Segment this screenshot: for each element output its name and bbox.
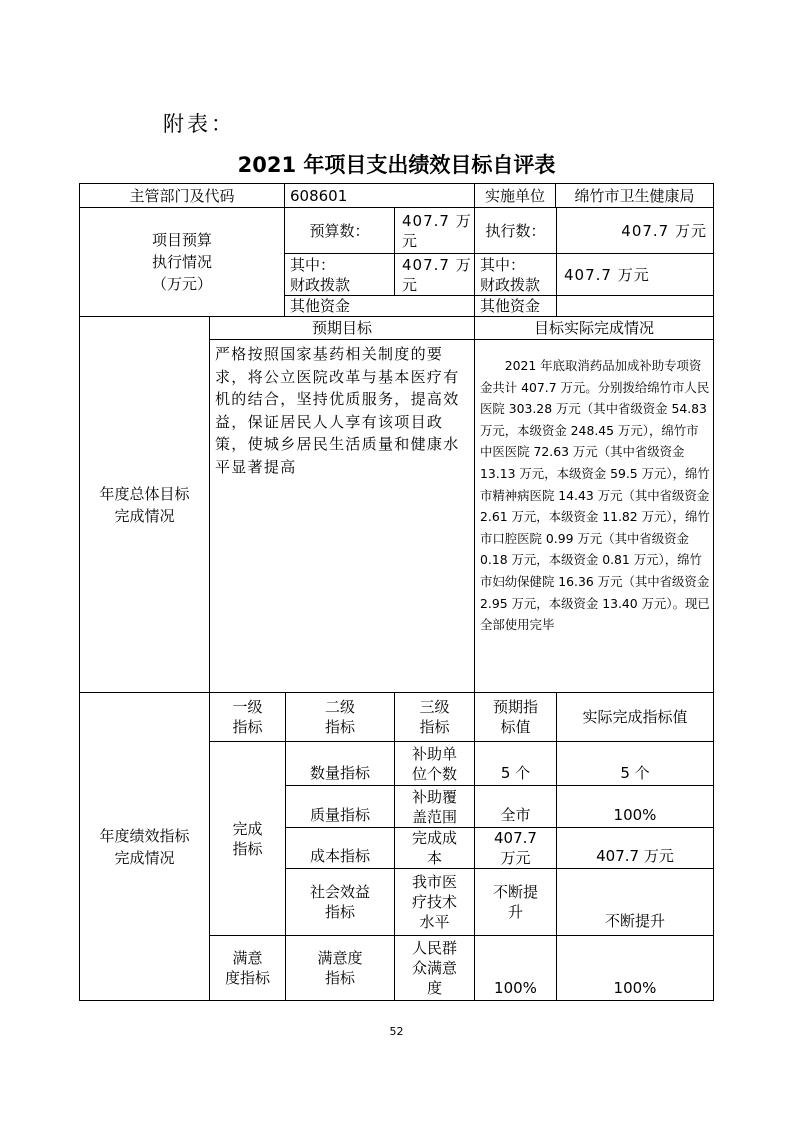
table-row-expected: 不断提 升 (492, 883, 538, 921)
col-actual-header: 实际完成指标值 (582, 708, 688, 726)
other-funds-right: 其他资金 (480, 297, 541, 315)
table-row-actual: 不断提升 (604, 912, 665, 930)
table-row-actual: 5 个 (620, 764, 650, 782)
annual-goal-label: 年度总体目标 完成情况 (99, 484, 190, 525)
fiscal-value-left: 407.7 万元 (402, 255, 472, 294)
table-row-expected: 全市 (500, 806, 531, 824)
table-row-level3: 完成成 本 (411, 829, 457, 867)
table-row-level2: 质量指标 (309, 806, 370, 824)
col-level1-header: 一级 指标 (232, 698, 263, 736)
actual-goal-header: 目标实际完成情况 (533, 319, 654, 337)
other-funds-left: 其他资金 (290, 297, 351, 315)
table-row-level2: 数量指标 (309, 764, 370, 782)
unit-label: 实施单位 (484, 186, 545, 205)
exec-amount-value: 407.7 万元 (621, 221, 707, 240)
fiscal-label-left: 其中： 财政拨款 (290, 255, 351, 294)
unit-value: 绵竹市卫生健康局 (574, 186, 695, 205)
budget-amount-label: 预算数： (309, 221, 370, 240)
budget-section-label: 项目预算 执行情况 （万元） (151, 231, 212, 293)
table-row-actual: 100% (613, 806, 657, 824)
budget-amount-value: 407.7 万元 (402, 211, 472, 250)
satisfaction-indicators-label: 满意 度指标 (224, 949, 270, 987)
col-level3-header: 三级 指标 (419, 698, 450, 736)
satisfaction-row-level3: 人民群 众满意 度 (411, 939, 457, 997)
page-title: 2021 年项目支出绩效目标自评表 (237, 153, 556, 177)
satisfaction-row-actual: 100% (613, 979, 657, 997)
col-expected-header: 预期指 标值 (492, 698, 538, 736)
fiscal-label-right: 其中： 财政拨款 (480, 255, 541, 294)
dept-code: 608601 (290, 186, 348, 205)
dept-label: 主管部门及代码 (129, 186, 235, 205)
actual-goal-text: 2021 年底取消药品加成补助专项资金共计 407.7 万元。分别拨给绵竹市人民医院 303.28 万元（其中省级资金 54.83 万元，本级资金 248.45 万元），绵竹市中医医院 72.63 万元（其中省级资金 13.13 万元，本级资金 59.5 万元），绵竹市精神病医院 14.43 万元（其中省级资金 2.61 万元，本级资金 11.82 万元），绵竹市口腔医院 0.99 万元（其中省级资金 0.18 万元，本级资金 0.81 万元），绵竹市妇幼保健院 16.36 万元（其中省级资金 2.95 万元，本级资金 13.40 万元）。现已全部使用完毕 (480, 358, 710, 633)
perf-label: 年度绩效指标 完成情况 (99, 826, 190, 867)
satisfaction-row-expected: 100% (494, 979, 537, 997)
table-row-level2: 社会效益 指标 (309, 883, 370, 921)
table-row-level3: 我市医 疗技术 水平 (411, 873, 457, 931)
table-row-expected: 5 个 (500, 764, 531, 782)
table-row-actual: 407.7 万元 (596, 847, 674, 865)
table-row-level3: 补助覆 盖范围 (411, 787, 457, 826)
table-row-level2: 成本指标 (309, 847, 370, 865)
expected-goal-text: 严格按照国家基药相关制度的要求，将公立医院改革与基本医疗有机的结合，坚持优质服务，提高效益，保证居民人人享有该项目政策，使城乡居民生活质量和健康水平显著提高 (215, 345, 460, 476)
satisfaction-row-level2: 满意度 指标 (317, 949, 363, 987)
table-row-expected: 407.7 万元 (494, 829, 537, 867)
page-number: 52 (389, 1025, 404, 1038)
exec-amount-label: 执行数： (485, 221, 546, 240)
attachment-heading: 附表： (163, 112, 235, 136)
table-row-level3: 补助单 位个数 (411, 744, 457, 783)
completion-indicators-label: 完成 指标 (232, 819, 263, 858)
fiscal-value-right: 407.7 万元 (564, 265, 650, 284)
expected-goal-header: 预期目标 (311, 319, 372, 337)
col-level2-header: 二级 指标 (324, 698, 355, 736)
